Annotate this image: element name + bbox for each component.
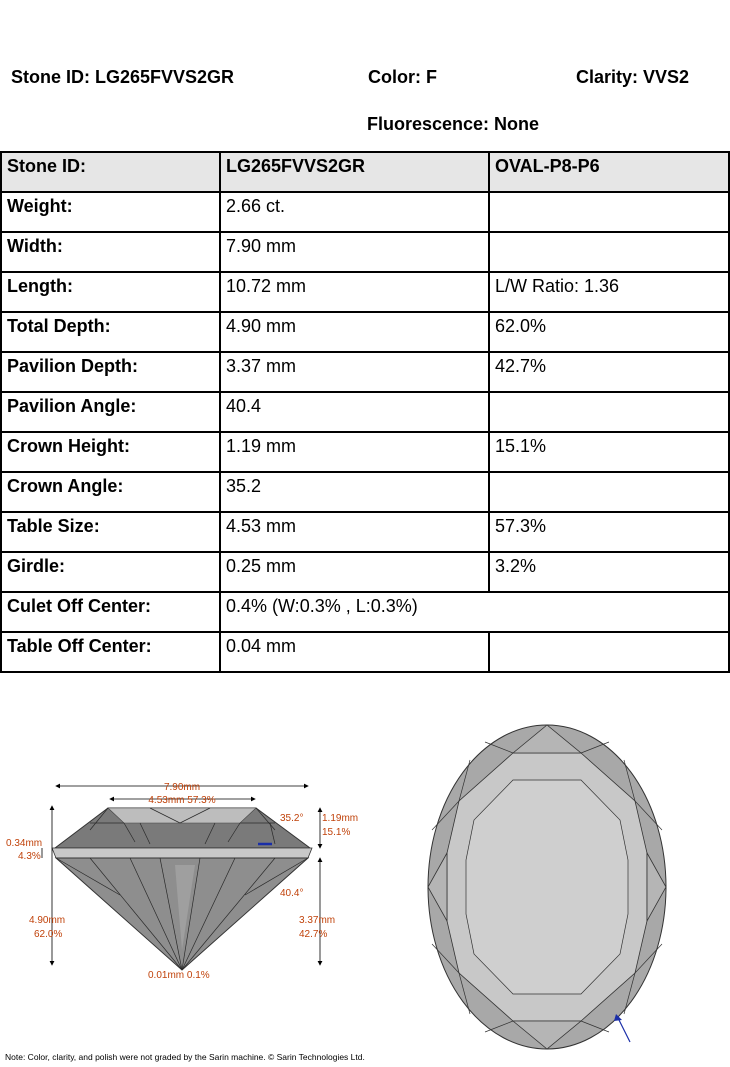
header-stone-id: Stone ID: LG265FVVS2GR	[11, 67, 235, 87]
table-row	[1, 272, 729, 312]
row-label: Table Off Center:	[1, 632, 220, 672]
row-extra: OVAL-P8-P6	[489, 152, 729, 192]
row-value: 0.4% (W:0.3% , L:0.3%)	[220, 592, 729, 632]
row-value: 3.37 mm	[220, 352, 489, 392]
row-label: Stone ID:	[1, 152, 220, 192]
table-row	[1, 552, 729, 592]
table-row	[1, 312, 729, 352]
row-extra: 62.0%	[489, 312, 729, 352]
table-row	[1, 392, 729, 432]
pavilion-angle-annotation: 40.4°	[280, 888, 304, 899]
row-extra	[489, 392, 729, 432]
crown-height-pct-annotation: 15.1%	[322, 827, 351, 838]
crown-height-mm-annotation: 1.19mm	[322, 813, 359, 824]
total-depth-mm-annotation: 4.90mm	[29, 915, 66, 926]
row-extra: 42.7%	[489, 352, 729, 392]
row-value: 40.4	[220, 392, 489, 432]
row-label: Table Size:	[1, 512, 220, 552]
footer-note: Note: Color, clarity, and polish were not graded by the Sarin machine. © Sarin Technologies Ltd.	[5, 1052, 365, 1062]
table-row	[1, 152, 729, 192]
row-extra	[489, 472, 729, 512]
row-label: Crown Angle:	[1, 472, 220, 512]
total-depth-pct-annotation: 62.0%	[34, 929, 63, 940]
row-extra: 15.1%	[489, 432, 729, 472]
pavilion-depth-pct-annotation: 42.7%	[299, 929, 328, 940]
table-row	[1, 472, 729, 512]
row-value: 2.66 ct.	[220, 192, 489, 232]
row-label: Culet Off Center:	[1, 592, 220, 632]
girdle-mm-annotation: 0.34mm	[6, 838, 43, 849]
table-row	[1, 592, 729, 632]
header-fluorescence: Fluorescence: None	[367, 114, 540, 134]
diamond-top-view	[428, 725, 666, 1049]
row-value: 10.72 mm	[220, 272, 489, 312]
row-value: 4.53 mm	[220, 512, 489, 552]
header-color: Color: F	[368, 67, 437, 87]
table-row	[1, 232, 729, 272]
row-label: Pavilion Angle:	[1, 392, 220, 432]
row-label: Weight:	[1, 192, 220, 232]
row-value: 7.90 mm	[220, 232, 489, 272]
table-row	[1, 352, 729, 392]
row-label: Pavilion Depth:	[1, 352, 220, 392]
width-annotation: 7.90mm	[163, 782, 201, 793]
table-row	[1, 512, 729, 552]
table-row	[1, 632, 729, 672]
row-extra	[489, 192, 729, 232]
row-extra	[489, 632, 729, 672]
table-row	[1, 432, 729, 472]
row-value: 1.19 mm	[220, 432, 489, 472]
row-label: Girdle:	[1, 552, 220, 592]
diamond-profile	[6, 782, 358, 981]
row-label: Width:	[1, 232, 220, 272]
girdle-pct-annotation: 4.3%	[18, 851, 41, 862]
row-label: Crown Height:	[1, 432, 220, 472]
row-extra: L/W Ratio: 1.36	[489, 272, 729, 312]
row-value: LG265FVVS2GR	[220, 152, 489, 192]
row-label: Length:	[1, 272, 220, 312]
crown-angle-annotation: 35.2°	[280, 813, 304, 824]
table-annotation: 4.53mm 57.3%	[148, 795, 216, 806]
measurements-table	[0, 151, 730, 673]
row-value: 35.2	[220, 472, 489, 512]
row-value: 4.90 mm	[220, 312, 489, 352]
row-value: 0.04 mm	[220, 632, 489, 672]
culet-annotation: 0.01mm 0.1%	[148, 970, 210, 981]
diamond-diagrams	[0, 720, 730, 1050]
row-extra: 3.2%	[489, 552, 729, 592]
table-row	[1, 192, 729, 232]
row-label: Total Depth:	[1, 312, 220, 352]
pavilion-depth-mm-annotation: 3.37mm	[299, 915, 336, 926]
row-extra: 57.3%	[489, 512, 729, 552]
header-clarity: Clarity: VVS2	[576, 67, 690, 87]
row-extra	[489, 232, 729, 272]
row-value: 0.25 mm	[220, 552, 489, 592]
